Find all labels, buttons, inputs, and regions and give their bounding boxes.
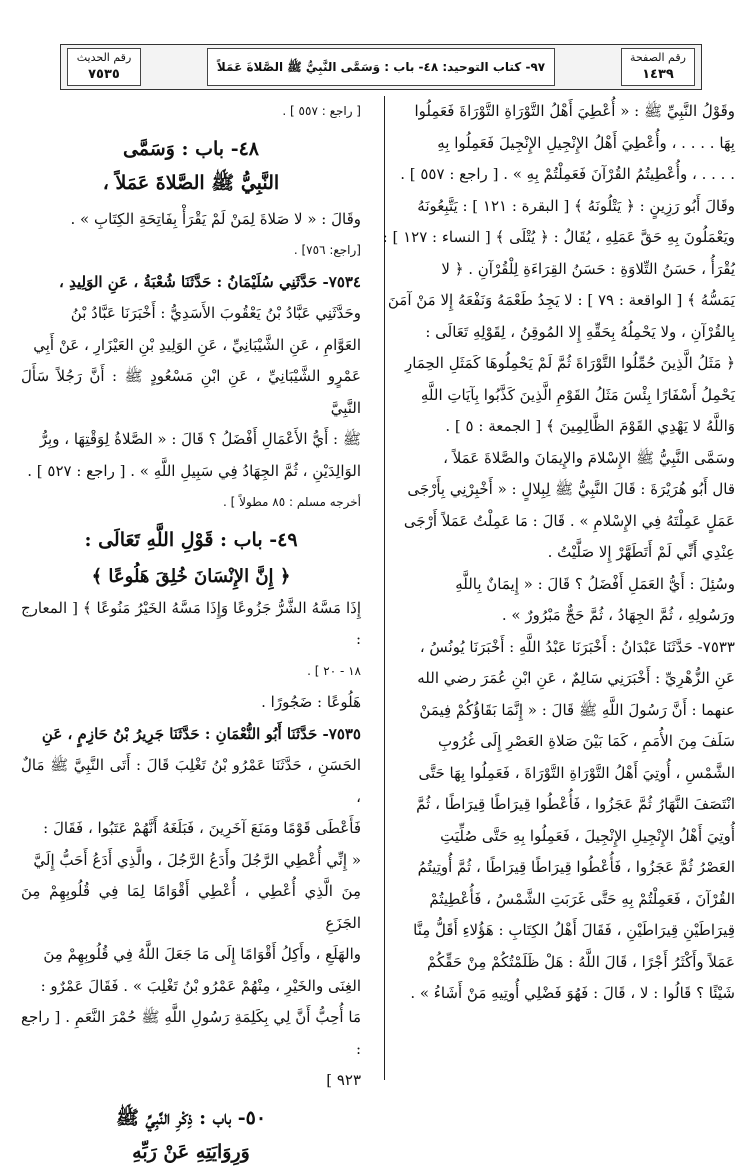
text-line: عنهما : أَنَّ رَسُولَ اللَّهِ ﷺ قَالَ : « إِنَّمَا بَقَاؤُكُمْ فِيمَنْ	[419, 700, 735, 719]
reference: أخرجه مسلم : ٨٥ مطولاً ] .	[223, 495, 361, 509]
hadith-number-box	[67, 48, 141, 86]
hadith-line: ﷺ : أَيُّ الأَعْمَالِ أَفْضَلُ ؟ قَالَ : « الصَّلاةُ لِوَقْتِهَا ، وبِرُّ	[39, 430, 361, 448]
text-line: وقَالَ : « لا صَلاةَ لِمَنْ لَمْ يَقْرَأْ بِفَاتِحَةِ الكِتَابِ » .	[70, 209, 361, 228]
hadith-line: « إِنِّي أُعْطِي الرَّجُلَ وأَدَعُ الرَّجُلَ ، والَّذِي أَدَعُ أَحَبُّ إِلَيَّ	[33, 850, 361, 869]
text-line: ورَسُولِهِ ، ثُمَّ الجِهَادُ ، ثُمَّ حَجٌّ مَبْرُورٌ » .	[501, 606, 735, 624]
text-line: هَلُوعًا : ضَجُورًا .	[261, 693, 361, 711]
right-column	[375, 96, 735, 1010]
hadith-line: مَا أُحِبُّ أَنَّ لِي بِكَلِمَةِ رَسُولِ اللَّهِ ﷺ حُمْرَ النَّعَمِ . [ راجع :	[21, 1008, 361, 1058]
reference: [ راجع : ٥٥٧ ] .	[282, 104, 361, 118]
text-line: سَلَفَ مِنَ الأُمَمِ ، كَمَا بَيْنَ صَلاةِ العَصْرِ إِلَى غُرُوبِ	[437, 732, 735, 750]
text-line: وَاللَّهُ لا يَهْدِي القَوْمَ الظَّالِمِينَ ﴾ [ الجمعة : ٥ ] .	[445, 417, 735, 435]
hadith-line: وحَدَّثَنِي عَبَّادُ بْنُ يَعْقُوبَ الأَسَدِيُّ : أَخْبَرَنَا عَبَّادُ بْنُ	[70, 304, 361, 322]
hadith-number-label: رقم الحديث	[76, 51, 132, 64]
text-line: بِهَا . . . . ، وأُعْطِيَ أَهْلُ الإِنْجِيلِ الإِنْجِيلَ فَعَمِلُوا بِهِ	[437, 133, 735, 152]
text-line: انْتَصَفَ النَّهَارُ ثُمَّ عَجَزُوا ، فَأُعْطُوا قِيرَاطًا قِيرَاطًا ، ثُمَّ	[416, 795, 735, 813]
hadith-line: الوَالِدَيْنِ ، ثُمَّ الجِهَادُ فِي سَبِيلِ اللَّهِ » . [ راجع : ٥٢٧ ] .	[27, 461, 361, 480]
chapter-heading-line: ٤٨- باب : وَسَمَّى	[122, 137, 260, 160]
reference: [راجع: ٧٥٦] .	[293, 243, 361, 257]
text-line: عَمَلٍ عَمِلْتَهُ فِي الإِسْلامِ » . قَالَ : مَا عَمِلْتُ عَمَلاً أَرْجَى	[403, 511, 735, 530]
text-line: ٧٥٣٣- حَدَّثَنَا عَبْدَانُ : أَخْبَرَنَا عَبْدُ اللَّهِ : أَخْبَرَنَا يُونُسُ ،	[419, 637, 735, 656]
hadith-line: فَأَعْطَى قَوْمًا ومَنَعَ آخَرِينَ ، فَبَلَغَهُ أَنَّهُمْ عَتَبُوا ، فَقَالَ :	[43, 819, 361, 837]
text-line: ويَعْمَلُونَ بِهِ حَقَّ عَمَلِهِ ، يُقَالُ : ﴿ يُتْلَى ﴾ [ النساء : ١٢٧ ] :	[382, 228, 735, 246]
text-line: شَيْئًا ؟ قَالُوا : لا ، قَالَ : فَهُوَ فَضْلِي أُوتِيهِ مَنْ أَشَاءُ » .	[410, 984, 735, 1002]
text-line: قِيرَاطَيْنِ قِيرَاطَيْنِ ، فَقَالَ أَهْلُ الكِتَابِ : هَؤُلاءِ أَقَلُّ مِنَّا	[413, 921, 735, 939]
text-line: العَصْرُ ثُمَّ عَجَزُوا ، فَأُعْطُوا قِيرَاطًا قِيرَاطًا ، ثُمَّ أُوتِيتُمُ	[417, 858, 735, 876]
text-line: يُقْرَأُ ، حَسَنُ التِّلاوَةِ : حَسَنُ القِرَاءَةِ لِلْقُرْآنِ . ﴿ لا	[441, 259, 735, 278]
chapter-heading-48	[21, 132, 361, 200]
text-line: يَمَسُّهُ ﴾ [ الواقعة : ٧٩ ] : لا يَجِدُ طَعْمَهُ وَنَفْعَهُ إِلا مَنْ آمَنَ	[387, 291, 735, 309]
page-number-label: رقم الصفحة	[630, 51, 686, 64]
hadith-line: والهَلَعِ ، وأَكِلُ أَقْوَامًا إِلَى مَا جَعَلَ اللَّهُ فِي قُلُوبِهِمْ مِنَ	[43, 945, 361, 963]
chapter-title: ٩٧- كتاب التوحيد: ٤٨- باب : وَسَمَّى النَّبِيُّ ﷺ الصَّلاةَ عَمَلاً	[207, 48, 555, 86]
text-line: وقَالَ أَبُو رَزِينٍ : ﴿ يَتْلُونَهُ ﴾ [ البقرة : ١٢١ ] : يَتَّبِعُونَهُ	[417, 196, 735, 215]
reference: ١٨ - ٢٠ ] .	[307, 663, 361, 678]
chapter-heading-line: وَرِوَايَتِهِ عَنْ رَبِّهِ	[132, 1140, 250, 1163]
chapter-heading-line: النَّبِيُّ ﷺ الصَّلاةَ عَمَلاً ،	[102, 171, 280, 194]
text-line: القُرْآنَ ، فَعَمِلْتُمْ بِهِ حَتَّى غَرَبَتِ الشَّمْسُ ، فَأُعْطِيتُمْ	[429, 889, 735, 908]
text-line: وسُئِلَ : أَيُّ العَمَلِ أَفْضَلُ ؟ قَالَ : « إِيمَانٌ بِاللَّهِ	[455, 574, 735, 593]
text-line: قال أَبُو هُرَيْرَةَ : قَالَ النَّبِيُّ ﷺ لِبِلالٍ : « أَخْبِرْنِي بِأَرْجَى	[407, 480, 735, 498]
page-number: ١٤٣٩	[642, 67, 674, 82]
text-line: عَمَلاً وأَكْثَرُ أَجْرًا ، قَالَ اللَّهُ : هَلْ ظَلَمْتُكُمْ مِنْ حَقِّكُمْ	[427, 952, 735, 971]
text-line: الشَّمْسِ ، أُوتِيَ أَهْلُ التَّوْرَاةِ التَّوْرَاةَ ، فَعَمِلُوا بِهَا حَتَّى	[418, 763, 735, 782]
hadith-line: ٧٥٣٥- حَدَّثَنَا أَبُو النُّعْمَانِ : حَدَّثَنَا جَرِيرُ بْنُ حَازِمٍ ، عَنِ	[41, 724, 361, 743]
text-line: ﴿ مَثَلُ الَّذِينَ حُمِّلُوا التَّوْرَاةَ ثُمَّ لَمْ يَحْمِلُوهَا كَمَثَلِ الحِمَارِ	[405, 354, 735, 372]
text-line: بِالقُرْآنِ ، ولا يَحْمِلُهُ بِحَقِّهِ إِلا المُوقِنُ ، لِقَوْلِهِ تَعَالَى :	[425, 322, 735, 341]
chapter-heading-49: ٤٩- باب : قَوْلِ اللَّهِ تَعَالَى :	[84, 528, 298, 551]
text-line: يَحْمِلُ أَسْفَارًا بِئْسَ مَثَلُ القَوْمِ الَّذِينَ كَذَّبُوا بِآيَاتِ اللَّهِ	[420, 385, 735, 404]
text-line: وسَمَّى النَّبِيُّ ﷺ الإِسْلامَ والإِيمَانَ والصَّلاةَ عَمَلاً ،	[443, 448, 735, 467]
hadith-line: ٩٢٣ ]	[326, 1071, 361, 1089]
quran-verse: ﴿ إِنَّ الإِنْسَانَ خُلِقَ هَلُوعًا ﴾	[91, 565, 291, 587]
hadith-number: ٧٥٣٥	[88, 67, 120, 82]
hadith-line: العَوَّامِ ، عَنِ الشَّيْبَانِيِّ ، عَنِ الوَلِيدِ بْنِ العَيْزَارِ ، عَنْ أَبِي	[33, 335, 361, 354]
hadith-line: ٧٥٣٤- حَدَّثَنِي سُلَيْمَانُ : حَدَّثَنَا شُعْبَةُ ، عَنِ الوَلِيدِ ،	[59, 272, 361, 291]
page-number-box	[621, 48, 695, 86]
text-line: عِنْدِي أَنِّي لَمْ أَتَطَهَّرْ إِلا صَلَّيْتُ .	[547, 543, 735, 561]
text-line: عَنِ الزُّهْرِيِّ : أَخْبَرَنِي سَالِمٌ ، عَنِ ابْنِ عُمَرَ رضي الله	[417, 669, 735, 687]
text-line: وقَوْلُ النَّبِيِّ ﷺ : « أُعْطِيَ أَهْلُ التَّوْرَاةِ التَّوْرَاةَ فَعَمِلُوا	[414, 102, 735, 120]
text-line: إِذَا مَسَّهُ الشَّرُّ جَزُوعًا وَإِذَا مَسَّهُ الخَيْرُ مَنُوعًا ﴾ [ المعارج :	[21, 598, 361, 648]
text-line: . . . . ، وأُعْطِيتُمُ القُرْآنَ فَعَمِلْتُمْ بِهِ » . [ راجع : ٥٥٧ ] .	[400, 165, 735, 183]
hadith-line: عَمْرٍو الشَّيْبَانِيِّ ، عَنِ ابْنِ مَسْعُودٍ ﷺ : أَنَّ رَجُلاً سَأَلَ النَّبِيَّ	[21, 367, 361, 417]
text-line: أُوتِيَ أَهْلُ الإِنْجِيلِ الإِنْجِيلَ ، فَعَمِلُوا بِهِ حَتَّى صُلِّيَتِ	[440, 826, 735, 845]
hadith-line: مِنَ الَّذِي أُعْطِي ، أُعْطِي أَقْوَامًا لِمَا فِي قُلُوبِهِمْ مِنَ الجَزَعِ	[21, 882, 361, 932]
hadith-line: الغِنَى والخَيْرِ ، مِنْهُمْ عَمْرُو بْنُ تَغْلِبَ » . فَقَالَ عَمْرٌو :	[40, 976, 361, 995]
page-header	[60, 44, 702, 90]
chapter-heading-50	[21, 1101, 361, 1169]
hadith-line: الحَسَنِ ، حَدَّثَنَا عَمْرُو بْنُ تَغْلِبَ قَالَ : أَتَى النَّبِيَّ ﷺ مَالٌ ،	[21, 756, 361, 806]
left-column	[21, 96, 361, 1173]
chapter-heading-line: ٥٠- باب : ذِكْرِ النَّبِيِّ ﷺ	[115, 1106, 267, 1129]
